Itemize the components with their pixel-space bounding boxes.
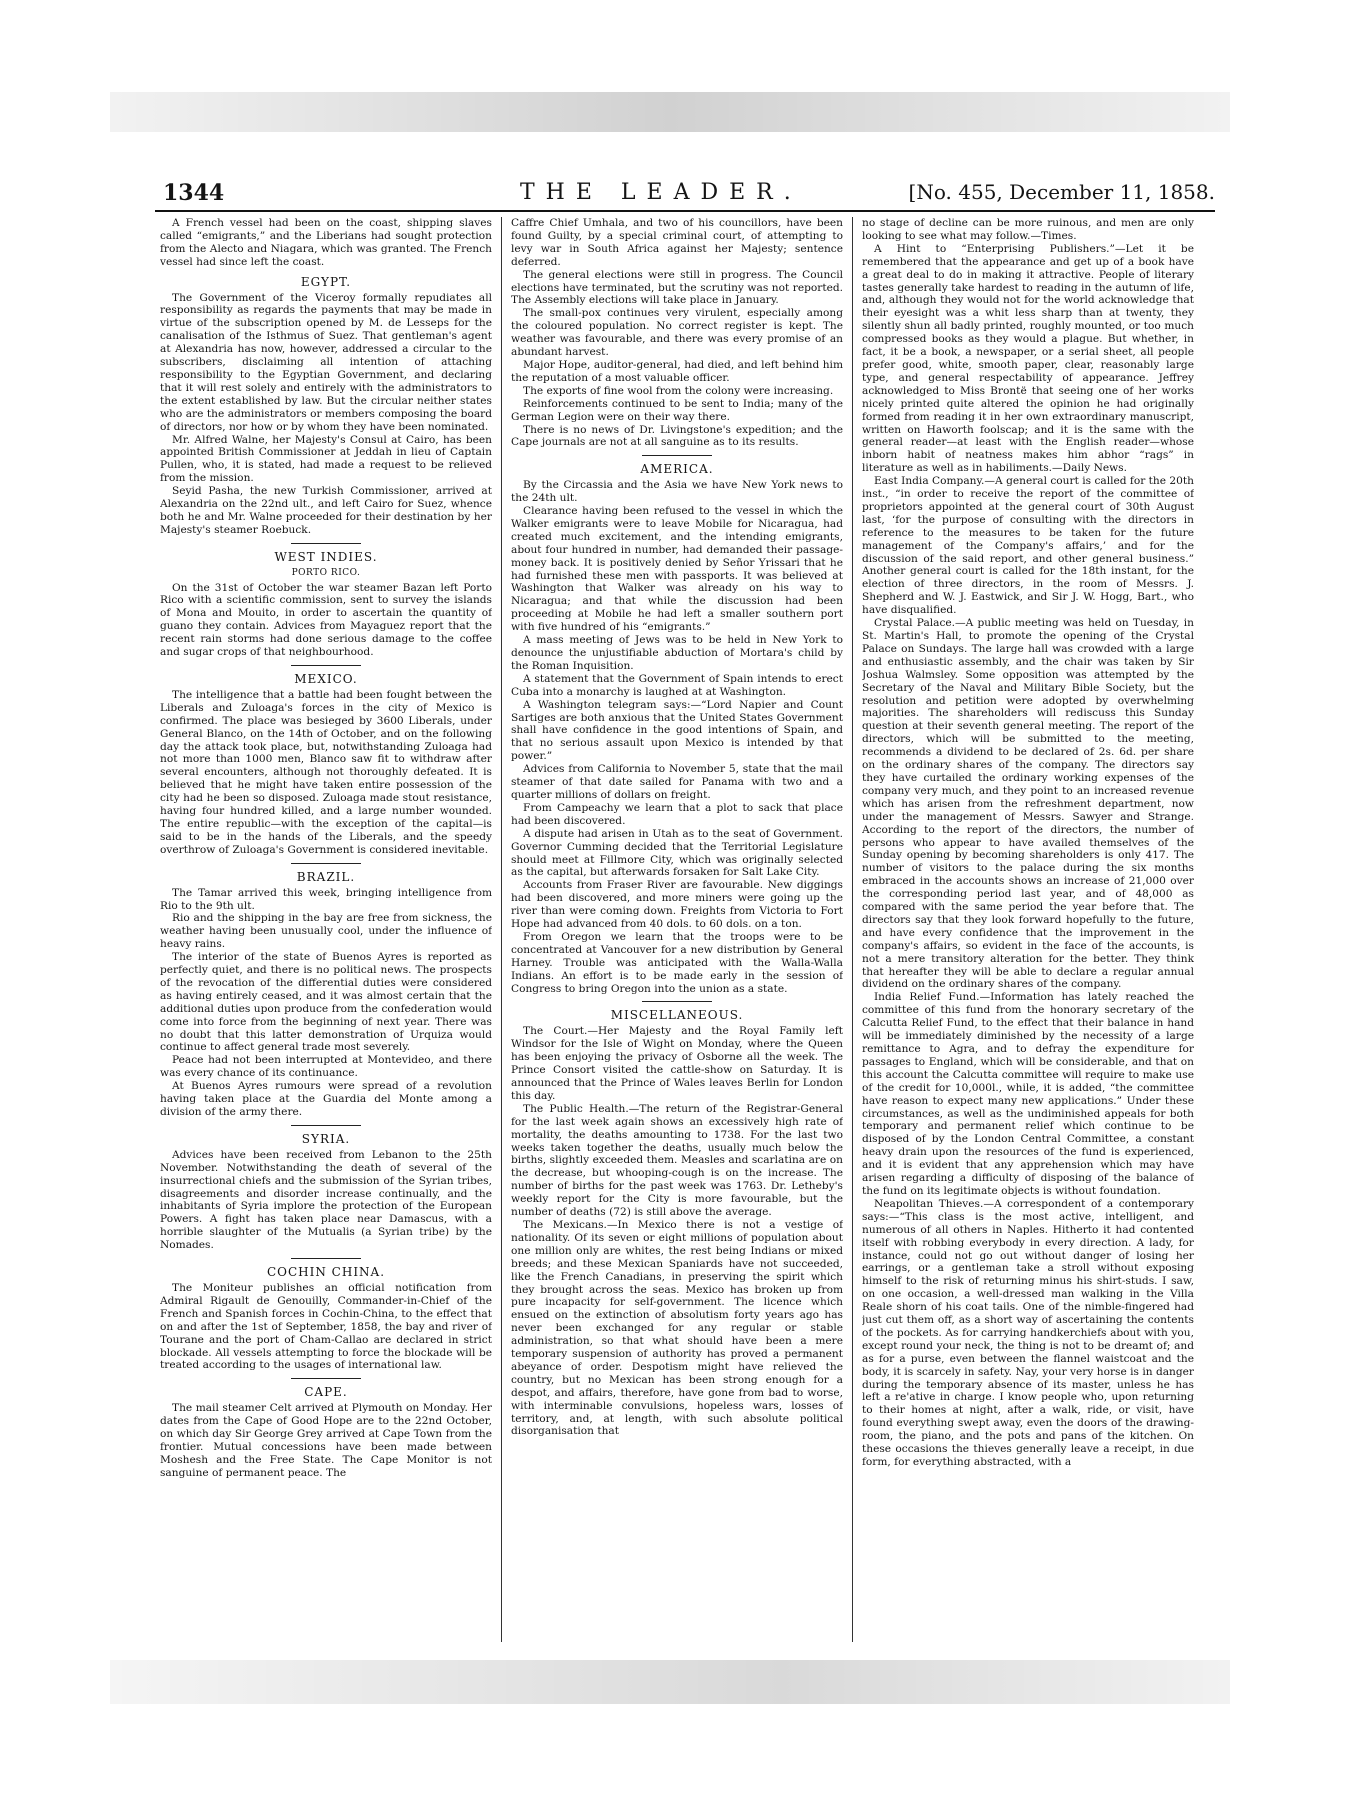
section-rule (291, 1125, 361, 1126)
paragraph: Advices from California to November 5, state that the mail steamer of that date sailed for Panama with two and a quarter millions of dollars on freight. (511, 763, 843, 801)
section-rule (291, 543, 361, 544)
section-heading-egypt: EGYPT. (300, 274, 352, 289)
paragraph: Mr. Alfred Walne, her Majesty's Consul at Cairo, has been appointed British Commissioner at Jeddah in lieu of Captain Pullen, who, it is stated, had made a request to be relieved from the mission. (160, 433, 492, 485)
paragraph: A Washington telegram says:—“Lord Napier and Count Sartiges are both anxious that the United States Government shall have confidence in the good intentions of Spain, and that no serious assault upon Mexico is intended by that power.” (511, 698, 843, 763)
column-1 (160, 217, 492, 1637)
paragraph: India Relief Fund.—Information has lately reached the committee of this fund from the honorary secretary of the Calcutta Relief Fund, to the effect that their balance in hand will be immediately diminished by the necessity of a large remittance to Agra, and to defray the expenditure for passages to England, which will be considerable, and that on this account the Calcutta committee will require to make use of the credit for 10,000l., while, it is added, “the committee have reason to expect many new applications.” Under these circumstances, as well as the undiminished appeals for both temporary and permanent relief which continue to be disposed of by the London Central Committee, a constant heavy drain upon the resources of the fund is experienced, and it is evident that any apprehension which may have arisen regarding a difficulty of disposing of the balance of the fund on its legitimate objects is without foundation. (862, 991, 1194, 1197)
paragraph: Advices have been received from Lebanon to the 25th November. Notwithstanding the death of several of the insurrectional chiefs and the submission of the Syrian tribes, disagreements and disorder increase continually, and the inhabitants of Syria implore the protection of the European Powers. A fight has taken place near Damascus, with a horrible slaughter of the Mutualis (a Syrian tribe) by the Nomades. (160, 1148, 492, 1252)
paragraph: From Campeachy we learn that a plot to sack that place had been discovered. (511, 801, 843, 827)
paragraph: A statement that the Government of Spain intends to erect Cuba into a monarchy is laughed at at Washington. (511, 672, 843, 698)
column-rule (501, 217, 502, 1642)
section-rule (291, 1378, 361, 1379)
section-heading-miscellaneous: MISCELLANEOUS. (610, 1008, 744, 1023)
section-heading-cochin-china: COCHIN CHINA. (266, 1265, 386, 1280)
section-rule (291, 1258, 361, 1259)
paragraph: By the Circassia and the Asia we have New York news to the 24th ult. (511, 479, 843, 505)
column-rule (852, 217, 853, 1642)
paragraph: A dispute had arisen in Utah as to the seat of Government. Governor Cumming decided that the Territorial Legislature should meet at Fillmore City, which was originally selected as the capital, but afterwards forsaken for Salt Lake City. (511, 827, 843, 879)
paragraph: Seyid Pasha, the new Turkish Commissioner, arrived at Alexandria on the 22nd ult., and left Cairo for Suez, whence both he and Mr. Walne proceeded for their destination by her Majesty's steamer Roebuck. (160, 485, 492, 536)
paragraph: The Government of the Viceroy formally repudiates all responsibility as regards the payments that may be made in virtue of the subscription opened by M. de Lesseps for the canalisation of the Isthmus of Suez. That gentleman's agent at Alexandria has now, however, addressed a circular to the subscribers, disclaiming all intention of attaching responsibility to the Egyptian Government, and declaring that it will rest solely and entirely with the administrators to the extent established by law. But the circular neither states who are the administrators or members composing the board of directors, nor how or by whom they have been nominated. (160, 291, 492, 433)
section-heading-west-indies: WEST INDIES. (274, 549, 378, 564)
paragraph: East India Company.—A general court is called for the 20th inst., “in order to receive the report of the committee of proprietors appointed at the general court of 30th August last, ‘for the purpose of consulting with the directors in reference to the measures to be taken for the future management of the Company's affairs,’ and for the discussion of the said report, and other general business.” Another general court is called for the 18th instant, for the election of three directors, in the room of Messrs. J. Shepherd and W. J. Eastwick, and Sir J. W. Hogg, Bart., who have disqualified. (862, 475, 1194, 617)
paragraph: A mass meeting of Jews was to be held in New York to denounce the unjustifiable abduction of Mortara's child by the Roman Inquisition. (511, 634, 843, 672)
paragraph: Major Hope, auditor-general, had died, and left behind him the reputation of a most valuable officer. (511, 358, 843, 384)
section-rule (291, 863, 361, 864)
column-2 (511, 217, 843, 1637)
paragraph: Caffre Chief Umhala, and two of his councillors, have been found Guilty, by a special criminal court, of attempting to levy war in South Africa against her Majesty; sentence deferred. (511, 217, 843, 268)
section-rule (642, 1001, 712, 1002)
paragraph: no stage of decline can be more ruinous, and men are only looking to see what may follow.—Times. (862, 217, 1194, 242)
masthead (155, 180, 1215, 212)
column-3 (862, 217, 1194, 1637)
paragraph: The Tamar arrived this week, bringing intelligence from Rio to the 9th ult. (160, 886, 492, 912)
section-heading-syria: SYRIA. (301, 1131, 351, 1146)
section-heading-america: AMERICA. (640, 462, 714, 477)
paragraph: On the 31st of October the war steamer Bazan left Porto Rico with a scientific commission, sent to survey the islands of Mona and Mouito, in order to ascertain the quantity of guano they contain. Advices from Mayaguez report that the recent rain storms had done serious damage to the coffee and sugar crops of that neighbourhood. (160, 581, 492, 659)
paragraph: Accounts from Fraser River are favourable. New diggings had been discovered, and more miners were going up the river than were coming down. Freights from Victoria to Fort Hope had advanced from 40 dols. to 60 dols. on a ton. (511, 879, 843, 931)
page-number: 1344 (163, 180, 225, 206)
paragraph: There is no news of Dr. Livingstone's expedition; and the Cape journals are not at all sanguine as to its results. (511, 423, 843, 449)
paragraph: The exports of fine wool from the colony were increasing. (523, 384, 834, 397)
subheading-porto-rico: PORTO RICO. (291, 567, 361, 578)
paragraph: Neapolitan Thieves.—A correspondent of a contemporary says:—“This class is the most active, intelligent, and numerous of all others in Naples. Hitherto it had contented itself with robbing everybody in every direction. A lady, for instance, could not go out without danger of losing her earrings, or a gentleman take a stroll without exposing himself to the risk of returning minus his shirt-studs. I saw, on one occasion, a well-dressed man walking in the Villa Reale shorn of his coat tails. One of the nimble-fingered had just cut them off, as a short way of ascertaining the contents of the pockets. As for carrying handkerchiefs about with you, except round your neck, the thing is not to be dreamt of; and as for a purse, even between the flannel waistcoat and the body, it is scarcely in safety. Nay, your very horse is in danger during the temporary absence of its master, unless he has left a re'ative in charge. I know people who, upon returning to their homes at night, after a walk, ride, or visit, have found everything swept away, even the doors of the drawing-room, the piano, and the pots and pans of the kitchen. On these occasions the thieves generally leave a receipt, in due form, for everything abstracted, with a (862, 1197, 1194, 1468)
section-rule (291, 665, 361, 666)
paragraph: A Hint to “Enterprising Publishers.”—Let it be remembered that the appearance and get up of a book have a great deal to do in making it attractive. People of literary tastes generally take hardest to reading in the autumn of life, and, although they would not for the world acknowledge that their eyesight was a whit less sharp than at twenty, they silently shun all badly printed, roughly mounted, or too much compressed books as they would a plague. But whether, in fact, it be a book, a newspaper, or a serial sheet, all people prefer good, white, smooth paper, clear, reasonably large type, and general respectability of appearance. Jeffrey acknowledged to Miss Brontë that seeing one of her works nicely printed quite altered the opinion he had originally formed from reading it in her own extraordinary manuscript, written on Haworth foolscap; and it is the same with the general reader—at least with the English reader—whose inborn habit of neatness makes him abhor “rags” in literature as well as in habiliments.—Daily News. (862, 242, 1194, 475)
scan-edge-bottom (110, 1660, 1230, 1704)
paragraph: The Public Health.—The return of the Registrar-General for the last week again shows an excessively high rate of mortality, the deaths amounting to 1738. For the last two weeks taken together the deaths, usually much below the births, slightly exceeded them. Measles and scarlatina are on the decrease, but whooping-cough is on the increase. The number of births for the past week was 1763. Dr. Letheby's weekly report for the City is more favourable, but the number of deaths (72) is still above the average. (511, 1102, 843, 1219)
paragraph: The interior of the state of Buenos Ayres is reported as perfectly quiet, and there is no political news. The prospects of the revocation of the differential duties were considered as having entirely ceased, and it was almost certain that the additional duties upon produce from the confederation would come into force from the beginning of next year. There was no doubt that this latter demonstration of Urquiza would continue to affect general trade most severely. (160, 951, 492, 1054)
paragraph: A French vessel had been on the coast, shipping slaves called “emigrants,” and the Liberians had sought protection from the Alecto and Niagara, which was granted. The French vessel had since left the coast. (160, 217, 492, 268)
paragraph: Rio and the shipping in the bay are free from sickness, the weather having been unusually cool, under the influence of heavy rains. (160, 912, 492, 951)
paper-name: THE LEADER. (520, 180, 802, 205)
paragraph: Clearance having been refused to the vessel in which the Walker emigrants were to leave Mobile for Nicaragua, had created much excitement, and the intending emigrants, about four hundred in number, had demanded their passage-money back. It is positively denied by Señor Yrissari that he had furnished these men with passports. It was believed at Washington that Walker was already on his way to Nicaragua; and that while the discussion had been proceeding at Mobile he had left a smaller southern port with five hundred of his “emigrants.” (511, 505, 843, 634)
paragraph: From Oregon we learn that the troops were to be concentrated at Vancouver for a new distribution by General Harney. Trouble was anticipated with the Walla-Walla Indians. An effort is to be made early in the session of Congress to bring Oregon into the union as a state. (511, 930, 843, 995)
paragraph: Crystal Palace.—A public meeting was held on Tuesday, in St. Martin's Hall, to promote the opening of the Crystal Palace on Sundays. The large hall was crowded with a large and enthusiastic assembly, and the chair was taken by Sir Joshua Walmsley. Some opposition was attempted by the Secretary of the Naval and Military Bible Society, but the resolution and petition were adopted by overwhelming majorities. The shareholders will rediscuss this Sunday question at their seventh general meeting. The report of the directors, which will be submitted to the meeting, recommends a dividend to be declared of 2s. 6d. per share on the ordinary shares of the company. The directors say they have curtailed the ordinary working expenses of the company very much, and they point to an increased revenue which has arisen from the refreshment department, now under the management of Messrs. Sawyer and Strange. According to the report of the directors, the number of persons who appear to have availed themselves of the Sunday opening by becoming shareholders is only 417. The number of visitors to the palace during the six months embraced in the accounts shows an increase of 21,000 over the corresponding period last year, and of 48,000 as compared with the same period the year before that. The directors say that they look forward hopefully to the future, and have every confidence that the improvement in the company's affairs, so evident in the face of the accounts, is not a mere transitory alteration for the better. They think that hereafter they will be able to declare a regular annual dividend on the ordinary shares of the company. (862, 617, 1194, 991)
issue-line: [No. 455, December 11, 1858. (908, 180, 1215, 204)
paragraph: The small-pox continues very virulent, especially among the coloured population. No correct register is kept. The weather was favourable, and there was every promise of an abundant harvest. (511, 307, 843, 359)
paragraph: The Moniteur publishes an official notification from Admiral Rigault de Genouilly, Commander-in-Chief of the French and Spanish forces in Cochin-China, to the effect that on and after the 1st of September, 1858, the bay and river of Tourane and the port of Cham-Callao are declared in strict blockade. All vessels attempting to force the blockade will be treated according to the usages of international law. (160, 1281, 492, 1372)
paragraph: Peace had not been interrupted at Montevideo, and there was every chance of its continuance. (160, 1054, 492, 1080)
newspaper-page (155, 152, 1215, 1642)
section-heading-brazil: BRAZIL. (296, 869, 356, 884)
paragraph: The Court.—Her Majesty and the Royal Family left Windsor for the Isle of Wight on Monday, where the Queen has been enjoying the privacy of Osborne all the week. The Prince Consort visited the cattle-show on Saturday. It is announced that the Prince of Wales leaves Berlin for London this day. (511, 1025, 843, 1102)
section-heading-cape: CAPE. (304, 1385, 348, 1400)
paragraph: The Mexicans.—In Mexico there is not a vestige of nationality. Of its seven or eight millions of population about one million only are whites, the rest being Indians or mixed breeds; and these Mexican Spaniards have not succeeded, like the French Canadians, in preserving the spirit which they brought across the seas. Mexico has broken up from pure incapacity for self-government. The licence which ensued on the extinction of absolutism forty years ago has never been exchanged for any regular or stable administration, so that what should have been a mere temporary suspension of authority has proved a permanent abeyance of order. Despotism might have relieved the country, but no Mexican has been strong enough for a despot, and affairs, therefore, have gone from bad to worse, with interminable convulsions, hopeless wars, losses of territory, and, at length, with such absolute political disorganisation that (511, 1218, 843, 1438)
paragraph: The general elections were still in progress. The Council elections have terminated, but the scrutiny was not reported. The Assembly elections will take place in January. (511, 268, 843, 307)
scan-edge-top (110, 92, 1230, 132)
paragraph: Reinforcements continued to be sent to India; many of the German Legion were on their way there. (511, 397, 843, 423)
paragraph: The intelligence that a battle had been fought between the Liberals and Zuloaga's forces in the city of Mexico is confirmed. The place was besieged by 3600 Liberals, under General Blanco, on the 14th of October, and on the following day the attack took place, but, notwithstanding Zuloaga had not more than 1000 men, Blanco saw fit to withdraw after several encounters, although not thoroughly defeated. It is believed that he might have taken entire possession of the city had he been so disposed. Zuloaga made stout resistance, having four hundred killed, and a large number wounded. The entire republic—with the exception of the capital—is said to be in the hands of the Liberals, and the speedy overthrow of Zuloaga's Government is considered inevitable. (160, 688, 492, 856)
section-heading-mexico: MEXICO. (294, 672, 358, 686)
section-rule (642, 455, 712, 456)
paragraph: At Buenos Ayres rumours were spread of a revolution having taken place at the Guardia del Monte among a division of the army there. (160, 1080, 492, 1118)
paragraph: The mail steamer Celt arrived at Plymouth on Monday. Her dates from the Cape of Good Hope are to the 22nd October, on which day Sir George Grey arrived at Cape Town from the frontier. Mutual concessions have been made between Moshesh and the Free State. The Cape Monitor is not sanguine of permanent peace. The (160, 1402, 492, 1479)
